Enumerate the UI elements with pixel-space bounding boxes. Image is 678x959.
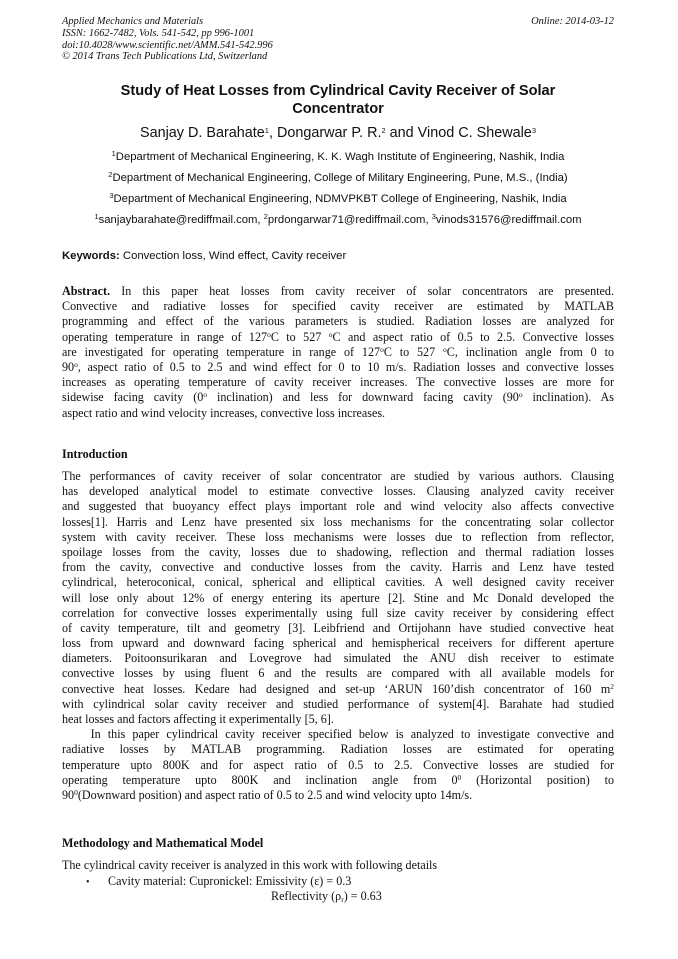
bullet-text: Cavity material: Cupronickel: Emissivity (ε) = 0.3 — [108, 874, 352, 888]
abstract-line — [62, 330, 614, 345]
affiliation-3-text: Department of Mechanical Engineering, NDMVPKBT College of Engineering, Nashik, India — [113, 193, 567, 205]
abstract-text: C, inclination angle from 0 to — [446, 344, 614, 359]
reflectivity-text: Reflectivity (ρ — [271, 889, 342, 903]
reflectivity-value: ) = 0.63 — [343, 889, 382, 903]
intro-line: system with cavity receiver. These loss mechanisms were losses due to reflection from reflector, — [62, 529, 614, 544]
affiliation-3-sup: 3 — [109, 191, 114, 200]
author-3-sup: 3 — [531, 126, 536, 135]
affiliation-2-text: Department of Mechanical Engineering, College of Military Engineering, Pune, M.S., (India) — [112, 172, 568, 184]
email-1-sup: 1 — [94, 212, 99, 221]
abstract-line — [62, 390, 614, 405]
author-list — [62, 124, 614, 142]
intro-line: The performances of cavity receiver of solar concentrator are studied by various authors. Clausing — [62, 469, 614, 483]
doi-line: doi:10.4028/www.scientific.net/AMM.541-542.996 — [62, 39, 273, 51]
methodology-heading: Methodology and Mathematical Model — [62, 836, 264, 850]
email-line — [62, 213, 614, 227]
intro-line: spoilage losses from the cavity, losses due to shadowing, reflection and thermal radiation losses — [62, 544, 614, 559]
abstract-label: Abstract. — [62, 284, 111, 298]
author-1: Sanjay D. Barahate — [140, 125, 265, 141]
journal-name: Applied Mechanics and Materials — [62, 16, 204, 27]
email-3: vinods31576@rediffmail.com — [435, 214, 582, 226]
degree-sup: o — [203, 390, 208, 400]
abstract-line: programming and effect of the various parameters is studied. Radiation losses are analyzed for — [62, 314, 614, 329]
affiliation-2 — [62, 171, 614, 185]
abstract — [62, 284, 614, 421]
author-2-sup: 2 — [381, 126, 386, 135]
abstract-line: increases as operating temperature of cavity receiver increases. The convective losses are more for — [62, 375, 614, 390]
intro-line: with cylindrical solar cavity receiver and studied performance of system[4]. Barahate had studied — [62, 696, 614, 711]
degree-sup: 0 — [457, 772, 462, 782]
abstract-text: C to 527 — [383, 344, 443, 359]
author-1-sup: 1 — [264, 126, 269, 135]
reflectivity-sub: r — [341, 895, 344, 904]
intro-text: (Horizontal position) to — [461, 772, 614, 787]
abstract-text: C to 527 — [270, 329, 329, 344]
introduction-heading: Introduction — [62, 447, 128, 461]
keywords-label: Keywords: — [62, 250, 120, 262]
author-2: , Dongarwar P. R. — [268, 125, 382, 141]
degree-sup: o — [328, 329, 333, 339]
intro-line: In this paper cylindrical cavity receiver specified below is analyzed to investigate convective and — [62, 727, 614, 742]
affiliation-1 — [62, 150, 614, 164]
abstract-line: Convective and radiative losses for specified cavity receiver are estimated by MATLAB — [62, 299, 614, 314]
author-3: and Vinod C. Shewale — [385, 125, 532, 141]
affiliation-1-sup: 1 — [111, 149, 116, 158]
intro-line: has developed analytical model to estimate convective losses. Clausing analyzed cavity receiver — [62, 484, 614, 499]
abstract-text: , aspect ratio of 0.5 to 2.5 and wind effect for 0 to 10 m/s. Radiation losses and convective losses — [77, 359, 614, 374]
degree-sup: o — [443, 344, 447, 354]
intro-text: (Downward position) and aspect ratio of 0.5 to 2.5 and wind velocity upto 14m/s. — [77, 787, 473, 802]
online-date: Online: 2014-03-12 — [531, 16, 614, 27]
intro-line: loss from upward and downward facing spherical and hemispherical receivers for different aperture — [62, 636, 614, 651]
introduction-body — [62, 469, 614, 803]
bullet-continuation — [271, 889, 382, 904]
issn-line: ISSN: 1662-7482, Vols. 541-542, pp 996-1001 — [62, 27, 255, 39]
intro-line: heat losses and factors affecting it experimentally [5, 6]. — [62, 712, 334, 726]
intro-line: will lose only about 12% of energy entering its aperture [2]. Stine and Mc Donald developed the — [62, 590, 614, 605]
affiliation-3 — [62, 192, 614, 206]
keywords-text: Convection loss, Wind effect, Cavity receiver — [119, 250, 347, 262]
title-line-1: Study of Heat Losses from Cylindrical Cavity Receiver of Solar — [120, 83, 556, 99]
affiliation-2-sup: 2 — [108, 170, 113, 179]
abstract-text: In this paper heat losses from cavity receiver of solar concentrators are presented. — [110, 284, 614, 298]
email-2: prdongarwar71@rediffmail.com, — [267, 214, 432, 226]
degree-sup: o — [518, 390, 523, 400]
abstract-text: inclination) and less for downward facing cavity (90 — [207, 390, 519, 405]
affiliation-1-text: Department of Mechanical Engineering, K. K. Wagh Institute of Engineering, Nashik, India — [115, 151, 565, 163]
abstract-line: aspect ratio and wind velocity increases, convective loss increases. — [62, 405, 386, 420]
intro-line — [62, 773, 614, 788]
email-1: sanjaybarahate@rediffmail.com, — [98, 214, 264, 226]
intro-line: correlation for convective losses experimentally using full size cavity receiver by considering effect — [62, 605, 614, 620]
paper-title — [62, 82, 614, 118]
squared-sup: 2 — [610, 681, 614, 691]
intro-line: losses[1]. Harris and Lenz have presented six loss mechanisms for the concentrating solar collector — [62, 514, 614, 529]
intro-line: of cavity temperature, tilt and geometry [3]. Leibfriend and Ortijohann have studied convective heat — [62, 620, 614, 635]
abstract-text: 90 — [62, 359, 75, 374]
abstract-text: C and aspect ratio of 0.5 to 2.5. Convective losses — [332, 329, 615, 344]
methodology-line: The cylindrical cavity receiver is analyzed in this work with following details — [62, 858, 438, 872]
email-3-sup: 3 — [431, 212, 436, 221]
intro-line — [62, 788, 614, 803]
intro-text: 90 — [62, 787, 75, 802]
abstract-line — [62, 345, 614, 360]
abstract-line — [62, 284, 614, 299]
email-2-sup: 2 — [263, 212, 268, 221]
degree-sup: 0 — [74, 787, 78, 797]
journal-header — [62, 16, 614, 63]
intro-line — [62, 682, 614, 697]
degree-sup: o — [267, 329, 271, 339]
copyright-line: © 2014 Trans Tech Publications Ltd, Switzerland — [62, 51, 268, 63]
intro-text: convective heat losses. Kedare had designed and set-up ‘ARUN 160’dish concentrator of 160 m — [62, 681, 611, 696]
title-line-2: Concentrator — [292, 101, 384, 117]
abstract-line — [62, 360, 614, 375]
abstract-text: sidewise facing cavity (0 — [62, 390, 204, 405]
intro-line: and suggested that buoyancy effect plays important role and wind velocity also affects convective — [62, 499, 614, 514]
intro-line: cylindrical, heteroconical, conical, spherical and elliptical cavities. A well designed cavity receiver — [62, 575, 614, 590]
intro-line: radiative losses by MATLAB programming. Radiation losses are estimated for operating — [62, 742, 614, 757]
abstract-text: operating temperature in range of 127 — [62, 329, 268, 344]
intro-line: convective losses by using fluent 6 and the results are compared with all available models for — [62, 666, 614, 681]
methodology-intro — [62, 858, 614, 873]
degree-sup: o — [74, 359, 78, 369]
abstract-text: are investigated for operating temperature in range of 127 — [62, 344, 381, 359]
keywords — [62, 249, 614, 263]
abstract-text: inclination). As — [522, 390, 614, 405]
intro-line: temperature upto 800K and for aspect ratio of 0.5 to 2.5. Convective losses are studied for — [62, 757, 614, 772]
intro-text: operating temperature upto 800K and inclination angle from 0 — [62, 772, 458, 787]
bullet-dot: • — [86, 877, 90, 888]
degree-sup: o — [380, 344, 384, 354]
intro-line: from the cavity, convective and conductive losses from the cavity. Harris and Lenz have tested — [62, 560, 614, 575]
bullet-item — [86, 874, 351, 890]
intro-line: diameters. Poitoonsurikaran and Lovegrove had simulated the ANU dish receiver to estimate — [62, 651, 614, 666]
